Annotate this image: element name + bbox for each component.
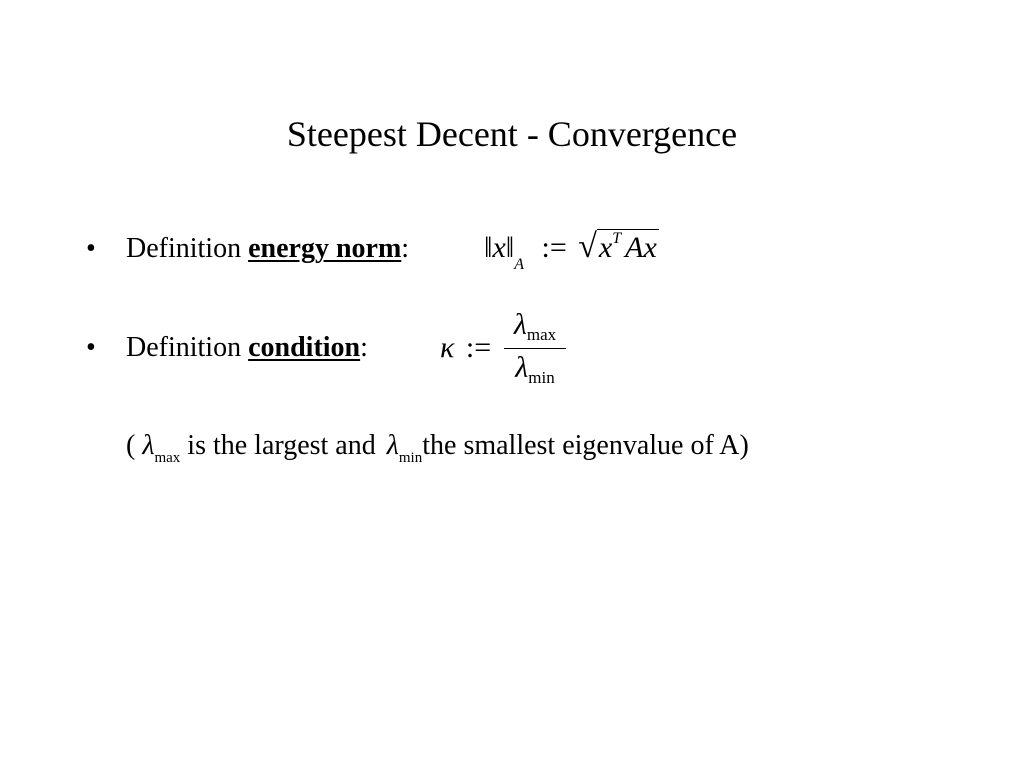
term-colon: :: [360, 332, 368, 363]
note-open-paren: (: [126, 430, 143, 461]
bullet-energy-norm: [86, 229, 409, 269]
condition-fraction: [504, 308, 566, 389]
term-colon: :: [401, 233, 410, 264]
lambda-min-symbol: λ: [515, 351, 529, 384]
definition-prefix: Definition: [126, 233, 249, 264]
radicand-x: x: [598, 231, 613, 264]
eigenvalue-note: [126, 426, 749, 470]
assign-symbol: :=: [541, 231, 567, 264]
norm-subscript: A: [514, 256, 524, 273]
note-lambda-min: λ: [386, 430, 399, 461]
transpose-superscript: T: [612, 230, 622, 247]
condition-lhs: [440, 330, 491, 366]
sqrt-radicand: [597, 229, 659, 269]
radicand-ax: Ax: [625, 231, 657, 264]
note-lambda-max-subscript: max: [154, 450, 181, 466]
sqrt-symbol: √: [578, 228, 597, 265]
bullet-condition: [86, 328, 368, 368]
kappa-symbol: κ: [440, 331, 455, 364]
note-end-text: the smallest eigenvalue of A): [422, 430, 749, 461]
note-middle-text: is the largest and: [180, 430, 383, 461]
lambda-min-subscript: min: [528, 368, 555, 387]
norm-close: ‖: [505, 231, 515, 264]
norm-variable: x: [492, 231, 506, 264]
definition-prefix: Definition: [126, 332, 249, 363]
fraction-bar: [504, 348, 566, 349]
square-root: [578, 229, 659, 269]
assign-symbol: :=: [465, 331, 492, 364]
lambda-max-subscript: max: [526, 325, 557, 344]
term-condition: condition: [248, 332, 361, 363]
note-lambda-min-subscript: min: [398, 450, 423, 466]
slide-title: Steepest Decent - Convergence: [286, 114, 738, 154]
bullet-marker: •: [86, 233, 96, 264]
bullet-marker: •: [86, 332, 96, 363]
energy-norm-formula: [484, 229, 659, 271]
term-energy-norm: energy norm: [248, 233, 402, 264]
fraction-numerator: [504, 308, 566, 346]
norm-open: ‖: [484, 231, 493, 264]
note-lambda-max: λ: [142, 430, 155, 461]
fraction-denominator: [504, 351, 566, 389]
lambda-max-symbol: λ: [513, 308, 527, 341]
